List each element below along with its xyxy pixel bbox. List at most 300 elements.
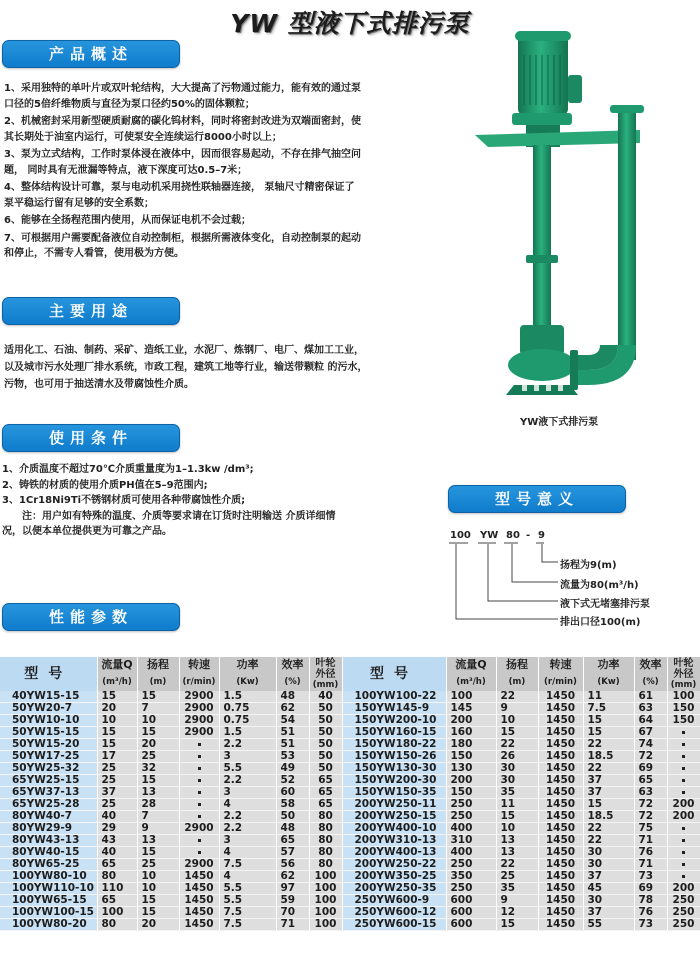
cell-impeller (667, 835, 700, 847)
cell-speed: 2900 (179, 691, 219, 703)
condition-note-cont: 况，以便本单位提供更为可靠之产品。 (2, 526, 172, 537)
cell-efficiency: 53 (276, 751, 309, 763)
cell-impeller (667, 859, 700, 871)
dot-placeholder-icon (198, 815, 201, 818)
cell-efficiency: 58 (276, 799, 309, 811)
cell-efficiency: 52 (276, 775, 309, 787)
cell-head: 22 (496, 691, 538, 703)
cell-efficiency: 73 (634, 871, 667, 883)
cell-efficiency: 72 (634, 799, 667, 811)
cell-efficiency: 54 (276, 715, 309, 727)
cell-model: 250YW600-9 (342, 895, 446, 907)
cell-model: 50YW17-25 (0, 751, 97, 763)
cell-speed: 1450 (538, 715, 583, 727)
cell-head: 26 (496, 751, 538, 763)
cell-efficiency: 59 (276, 895, 309, 907)
cell-speed (179, 799, 219, 811)
table-row (0, 811, 700, 823)
cell-flow: 100 (97, 907, 137, 919)
cell-flow: 29 (97, 823, 137, 835)
cell-power: 37 (583, 775, 634, 787)
cell-head: 15 (137, 775, 179, 787)
table-row (0, 703, 700, 715)
cell-speed: 2900 (179, 715, 219, 727)
cell-model: 150YW150-35 (342, 787, 446, 799)
cell-speed: 1450 (538, 895, 583, 907)
cell-model: 100YW65-15 (0, 895, 97, 907)
cell-model: 50YW15-20 (0, 739, 97, 751)
cell-model: 80YW65-25 (0, 859, 97, 871)
cell-impeller: 80 (309, 823, 342, 835)
cell-efficiency: 73 (634, 919, 667, 931)
table-row (0, 799, 700, 811)
cell-head: 7 (137, 703, 179, 715)
cell-flow: 110 (97, 883, 137, 895)
cell-flow: 15 (97, 691, 137, 703)
cell-flow: 15 (97, 739, 137, 751)
cell-flow: 150 (446, 751, 496, 763)
dot-placeholder-icon (198, 779, 201, 782)
cell-flow: 25 (97, 763, 137, 775)
cell-flow: 400 (446, 823, 496, 835)
cell-impeller: 150 (667, 715, 700, 727)
cell-power: 37 (583, 907, 634, 919)
conditions-list (2, 462, 372, 540)
cell-efficiency: 70 (276, 907, 309, 919)
header-model: 型号 (342, 657, 446, 691)
cell-head: 10 (137, 871, 179, 883)
overview-item: 3、泵为立式结构，工作时泵体浸在液体中，因而很容易起动，不存在排气抽空问题， 同时具有无泄漏等特点，液下深度可达0.5–7米； (4, 149, 361, 176)
dot-placeholder-icon (682, 791, 685, 794)
cell-impeller: 100 (309, 871, 342, 883)
cell-flow: 100 (446, 691, 496, 703)
cell-power: 30 (583, 859, 634, 871)
code-type: YW (480, 530, 499, 541)
cell-speed: 1450 (179, 871, 219, 883)
cell-head: 10 (496, 823, 538, 835)
cell-impeller: 200 (667, 799, 700, 811)
cell-head: 15 (137, 895, 179, 907)
dot-placeholder-icon (198, 743, 201, 746)
label-flow: 流量为80(m³/h) (560, 580, 639, 591)
cell-flow: 350 (446, 871, 496, 883)
cell-efficiency: 65 (634, 775, 667, 787)
cell-power: 1.5 (219, 727, 276, 739)
section-heading-model-meaning: 型号意义 (448, 485, 626, 513)
cell-power: 7.5 (219, 919, 276, 931)
cell-model: 250YW600-12 (342, 907, 446, 919)
cell-flow: 160 (446, 727, 496, 739)
cell-impeller: 50 (309, 739, 342, 751)
table-row (0, 895, 700, 907)
cell-head: 32 (137, 763, 179, 775)
cell-head: 22 (496, 739, 538, 751)
cell-head: 15 (137, 727, 179, 739)
cell-efficiency: 62 (276, 871, 309, 883)
cell-impeller (667, 775, 700, 787)
cell-model: 100YW80-20 (0, 919, 97, 931)
cell-flow: 600 (446, 895, 496, 907)
cell-efficiency: 67 (634, 727, 667, 739)
cell-speed: 1450 (538, 775, 583, 787)
cell-speed: 1450 (538, 787, 583, 799)
cell-impeller: 200 (667, 883, 700, 895)
header-efficiency: 效率 (%) (276, 657, 309, 691)
cell-impeller: 80 (309, 859, 342, 871)
cell-head: 13 (137, 835, 179, 847)
section-heading-performance: 性能参数 (2, 603, 180, 631)
cell-speed (179, 811, 219, 823)
cell-impeller: 40 (309, 691, 342, 703)
cell-speed: 2900 (179, 727, 219, 739)
cell-model: 65YW25-28 (0, 799, 97, 811)
cell-efficiency: 51 (276, 739, 309, 751)
cell-efficiency: 63 (634, 703, 667, 715)
cell-head: 30 (496, 763, 538, 775)
cell-model: 200YW400-13 (342, 847, 446, 859)
cell-head: 35 (496, 883, 538, 895)
dot-placeholder-icon (682, 731, 685, 734)
cell-efficiency: 56 (276, 859, 309, 871)
overview-item: 6、能够在全扬程范围内使用，从而保证电机不会过载； (4, 215, 251, 226)
cell-model: 40YW15-15 (0, 691, 97, 703)
dot-placeholder-icon (198, 803, 201, 806)
cell-impeller: 65 (309, 799, 342, 811)
table-body (0, 691, 700, 931)
cell-speed (179, 751, 219, 763)
cell-power: 7.5 (219, 859, 276, 871)
cell-impeller: 250 (667, 919, 700, 931)
cell-head: 28 (137, 799, 179, 811)
section-heading-usage: 主要用途 (2, 297, 180, 325)
cell-head: 9 (496, 703, 538, 715)
dot-placeholder-icon (682, 839, 685, 842)
cell-flow: 150 (446, 787, 496, 799)
cell-head: 9 (137, 823, 179, 835)
cell-power: 30 (583, 847, 634, 859)
header-flow: 流量Q (m³/h) (446, 657, 496, 691)
cell-speed (179, 787, 219, 799)
cell-efficiency: 76 (634, 907, 667, 919)
cell-head: 10 (137, 715, 179, 727)
table-header-row (0, 657, 700, 691)
cell-impeller: 80 (309, 835, 342, 847)
cell-impeller: 65 (309, 775, 342, 787)
cell-head: 15 (137, 907, 179, 919)
usage-text: 适用化工、石油、制药、采矿、造纸工业，水泥厂、炼钢厂、电厂、煤加工工业，以及城市污水处理厂排水系统，市政工程，建筑工地等行业，输送带颗粒 的污水，污物，也可用于抽送清水及带腐蚀性介质。 (4, 345, 368, 390)
header-power: 功率 (Kw) (219, 657, 276, 691)
cell-impeller: 50 (309, 763, 342, 775)
cell-flow: 43 (97, 835, 137, 847)
table-row (0, 883, 700, 895)
table-row (0, 847, 700, 859)
cell-impeller: 100 (309, 895, 342, 907)
cell-model: 100YW110-10 (0, 883, 97, 895)
section-heading-conditions: 使用条件 (2, 424, 180, 452)
cell-flow: 200 (446, 775, 496, 787)
table-row (0, 739, 700, 751)
condition-item: 2、铸铁的材质的使用介质PH值在5–9范围内; (2, 479, 208, 491)
cell-model: 65YW25-15 (0, 775, 97, 787)
cell-speed: 1450 (538, 799, 583, 811)
cell-power: 3 (219, 835, 276, 847)
cell-flow: 25 (97, 799, 137, 811)
cell-head: 10 (496, 715, 538, 727)
cell-impeller (667, 763, 700, 775)
cell-flow: 250 (446, 883, 496, 895)
cell-power: 1.5 (219, 691, 276, 703)
cell-flow: 145 (446, 703, 496, 715)
cell-power: 37 (583, 871, 634, 883)
code-dash: - (526, 530, 531, 541)
cell-impeller: 100 (309, 883, 342, 895)
cell-impeller: 80 (309, 811, 342, 823)
cell-model: 150YW145-9 (342, 703, 446, 715)
header-efficiency: 效率 (%) (634, 657, 667, 691)
cell-speed: 1450 (538, 751, 583, 763)
cell-head: 30 (496, 775, 538, 787)
cell-power: 2.2 (219, 775, 276, 787)
cell-efficiency: 78 (634, 895, 667, 907)
condition-item: 3、1Cr18Ni9Ti不锈钢材质可使用各种带腐蚀性介质; (2, 495, 246, 506)
cell-head: 15 (137, 691, 179, 703)
cell-flow: 17 (97, 751, 137, 763)
cell-flow: 600 (446, 919, 496, 931)
cell-efficiency: 71 (634, 835, 667, 847)
cell-impeller: 50 (309, 715, 342, 727)
pump-image (470, 25, 660, 395)
cell-speed: 2900 (179, 703, 219, 715)
dot-placeholder-icon (682, 827, 685, 830)
table-row (0, 907, 700, 919)
cell-power: 7.5 (583, 703, 634, 715)
table-row (0, 919, 700, 931)
cell-efficiency: 62 (276, 703, 309, 715)
cell-model: 200YW250-11 (342, 799, 446, 811)
dot-placeholder-icon (198, 767, 201, 770)
cell-efficiency: 69 (634, 883, 667, 895)
cell-head: 20 (137, 739, 179, 751)
cell-efficiency: 65 (276, 835, 309, 847)
cell-speed (179, 763, 219, 775)
cell-impeller (667, 871, 700, 883)
code-flow: 80 (506, 530, 520, 541)
cell-efficiency: 48 (276, 691, 309, 703)
cell-model: 200YW400-10 (342, 823, 446, 835)
cell-head: 15 (496, 919, 538, 931)
cell-model: 150YW150-26 (342, 751, 446, 763)
cell-efficiency: 71 (634, 859, 667, 871)
cell-model: 250YW600-15 (342, 919, 446, 931)
cell-speed: 1450 (179, 907, 219, 919)
cell-head: 12 (496, 907, 538, 919)
cell-efficiency: 63 (634, 787, 667, 799)
overview-item: 4、整体结构设计可靠，泵与电动机采用挠性联轴器连接， 泵轴尺寸精密保证了泵平稳运行留有足够的安全系数； (4, 182, 355, 209)
cell-efficiency: 97 (276, 883, 309, 895)
cell-power: 3 (219, 751, 276, 763)
cell-speed: 1450 (179, 883, 219, 895)
cell-flow: 180 (446, 739, 496, 751)
cell-model: 80YW43-13 (0, 835, 97, 847)
cell-power: 7.5 (219, 907, 276, 919)
dot-placeholder-icon (682, 875, 685, 878)
cell-model: 65YW37-13 (0, 787, 97, 799)
cell-model: 200YW250-15 (342, 811, 446, 823)
cell-speed: 1450 (538, 703, 583, 715)
cell-efficiency: 74 (634, 739, 667, 751)
cell-speed: 2900 (179, 859, 219, 871)
cell-power: 5.5 (219, 883, 276, 895)
cell-power: 30 (583, 895, 634, 907)
cell-efficiency: 75 (634, 823, 667, 835)
cell-flow: 400 (446, 847, 496, 859)
section-heading-overview: 产品概述 (2, 40, 180, 68)
cell-speed: 1450 (538, 823, 583, 835)
label-head: 扬程为9(m) (560, 560, 617, 571)
cell-speed: 1450 (179, 895, 219, 907)
cell-head: 35 (496, 787, 538, 799)
cell-power: 22 (583, 763, 634, 775)
page-title: YW 型液下式排污泵 (230, 9, 470, 38)
cell-impeller: 50 (309, 703, 342, 715)
overview-item: 7、可根据用户需要配备液位自动控制柜，根据所需液体变化，自动控制泵的起动和停止，不需专人看管，使用极为方便。 (4, 232, 361, 259)
header-impeller: 叶轮 外径 (mm) (309, 657, 342, 691)
cell-efficiency: 72 (634, 811, 667, 823)
header-flow: 流量Q (m³/h) (97, 657, 137, 691)
cell-power: 2.2 (219, 823, 276, 835)
cell-power: 2.2 (219, 739, 276, 751)
header-speed: 转速 (r/min) (538, 657, 583, 691)
cell-impeller: 100 (309, 907, 342, 919)
cell-speed: 1450 (538, 847, 583, 859)
dot-placeholder-icon (198, 839, 201, 842)
cell-impeller: 80 (309, 847, 342, 859)
header-speed: 转速 (r/min) (179, 657, 219, 691)
cell-speed: 1450 (538, 859, 583, 871)
cell-speed: 1450 (538, 763, 583, 775)
cell-model: 150YW130-30 (342, 763, 446, 775)
cell-power: 5.5 (219, 895, 276, 907)
cell-efficiency: 57 (276, 847, 309, 859)
cell-speed: 1450 (538, 811, 583, 823)
pump-caption: YW液下式排污泵 (520, 417, 599, 428)
cell-power: 18.5 (583, 751, 634, 763)
cell-flow: 20 (97, 703, 137, 715)
cell-impeller (667, 847, 700, 859)
table-row (0, 823, 700, 835)
cell-speed: 1450 (538, 883, 583, 895)
cell-flow: 10 (97, 715, 137, 727)
cell-efficiency: 72 (634, 751, 667, 763)
cell-model: 50YW25-32 (0, 763, 97, 775)
cell-speed (179, 775, 219, 787)
cell-power: 4 (219, 871, 276, 883)
cell-impeller: 250 (667, 895, 700, 907)
cell-efficiency: 61 (634, 691, 667, 703)
cell-head: 25 (137, 751, 179, 763)
label-type: 液下式无堵塞排污泵 (560, 599, 650, 610)
table-row (0, 859, 700, 871)
cell-head: 22 (496, 859, 538, 871)
table-row (0, 835, 700, 847)
cell-power: 11 (583, 691, 634, 703)
cell-power: 4 (219, 847, 276, 859)
cell-power: 22 (583, 823, 634, 835)
cell-flow: 250 (446, 859, 496, 871)
table-row (0, 763, 700, 775)
overview-item: 2、机械密封采用新型硬质耐腐的碳化钨材料，同时将密封改进为双端面密封，使其长期处于油室内运行，可使泵安全连续运行8000小时以上； (4, 116, 361, 143)
cell-model: 200YW250-35 (342, 883, 446, 895)
cell-head: 7 (137, 811, 179, 823)
cell-power: 22 (583, 739, 634, 751)
performance-table (0, 657, 700, 931)
cell-model: 150YW180-22 (342, 739, 446, 751)
cell-flow: 40 (97, 811, 137, 823)
condition-note: 注：用户如有特殊的温度、介质等要求请在订货时注明输送 介质详细情 (22, 510, 336, 522)
cell-head: 10 (137, 883, 179, 895)
cell-model: 80YW40-15 (0, 847, 97, 859)
dot-placeholder-icon (682, 767, 685, 770)
cell-flow: 80 (97, 871, 137, 883)
cell-power: 4 (219, 799, 276, 811)
cell-model: 150YW200-30 (342, 775, 446, 787)
cell-model: 200YW310-13 (342, 835, 446, 847)
cell-power: 2.2 (219, 811, 276, 823)
table-row (0, 775, 700, 787)
code-head: 9 (538, 530, 545, 541)
cell-impeller (667, 823, 700, 835)
cell-power: 0.75 (219, 715, 276, 727)
cell-head: 13 (496, 835, 538, 847)
cell-flow: 250 (446, 799, 496, 811)
cell-impeller (667, 751, 700, 763)
cell-impeller (667, 739, 700, 751)
cell-power: 37 (583, 787, 634, 799)
cell-power: 18.5 (583, 811, 634, 823)
cell-speed: 2900 (179, 823, 219, 835)
cell-impeller: 150 (667, 703, 700, 715)
cell-model: 50YW10-10 (0, 715, 97, 727)
cell-efficiency: 60 (276, 787, 309, 799)
cell-impeller: 50 (309, 727, 342, 739)
header-power: 功率 (Kw) (583, 657, 634, 691)
cell-efficiency: 49 (276, 763, 309, 775)
cell-efficiency: 64 (634, 715, 667, 727)
cell-flow: 15 (97, 727, 137, 739)
cell-flow: 65 (97, 895, 137, 907)
dot-placeholder-icon (198, 791, 201, 794)
cell-efficiency: 50 (276, 811, 309, 823)
cell-speed: 1450 (538, 727, 583, 739)
cell-speed: 1450 (538, 691, 583, 703)
cell-power: 55 (583, 919, 634, 931)
cell-efficiency: 69 (634, 763, 667, 775)
cell-flow: 25 (97, 775, 137, 787)
cell-model: 100YW80-10 (0, 871, 97, 883)
header-head: 扬程 (m) (137, 657, 179, 691)
cell-efficiency: 71 (276, 919, 309, 931)
header-head: 扬程 (m) (496, 657, 538, 691)
cell-impeller: 200 (667, 811, 700, 823)
cell-efficiency: 76 (634, 847, 667, 859)
cell-head: 13 (496, 847, 538, 859)
cell-impeller: 50 (309, 751, 342, 763)
cell-model: 50YW20-7 (0, 703, 97, 715)
cell-head: 11 (496, 799, 538, 811)
cell-efficiency: 48 (276, 823, 309, 835)
model-meaning-diagram (448, 530, 700, 630)
cell-flow: 600 (446, 907, 496, 919)
